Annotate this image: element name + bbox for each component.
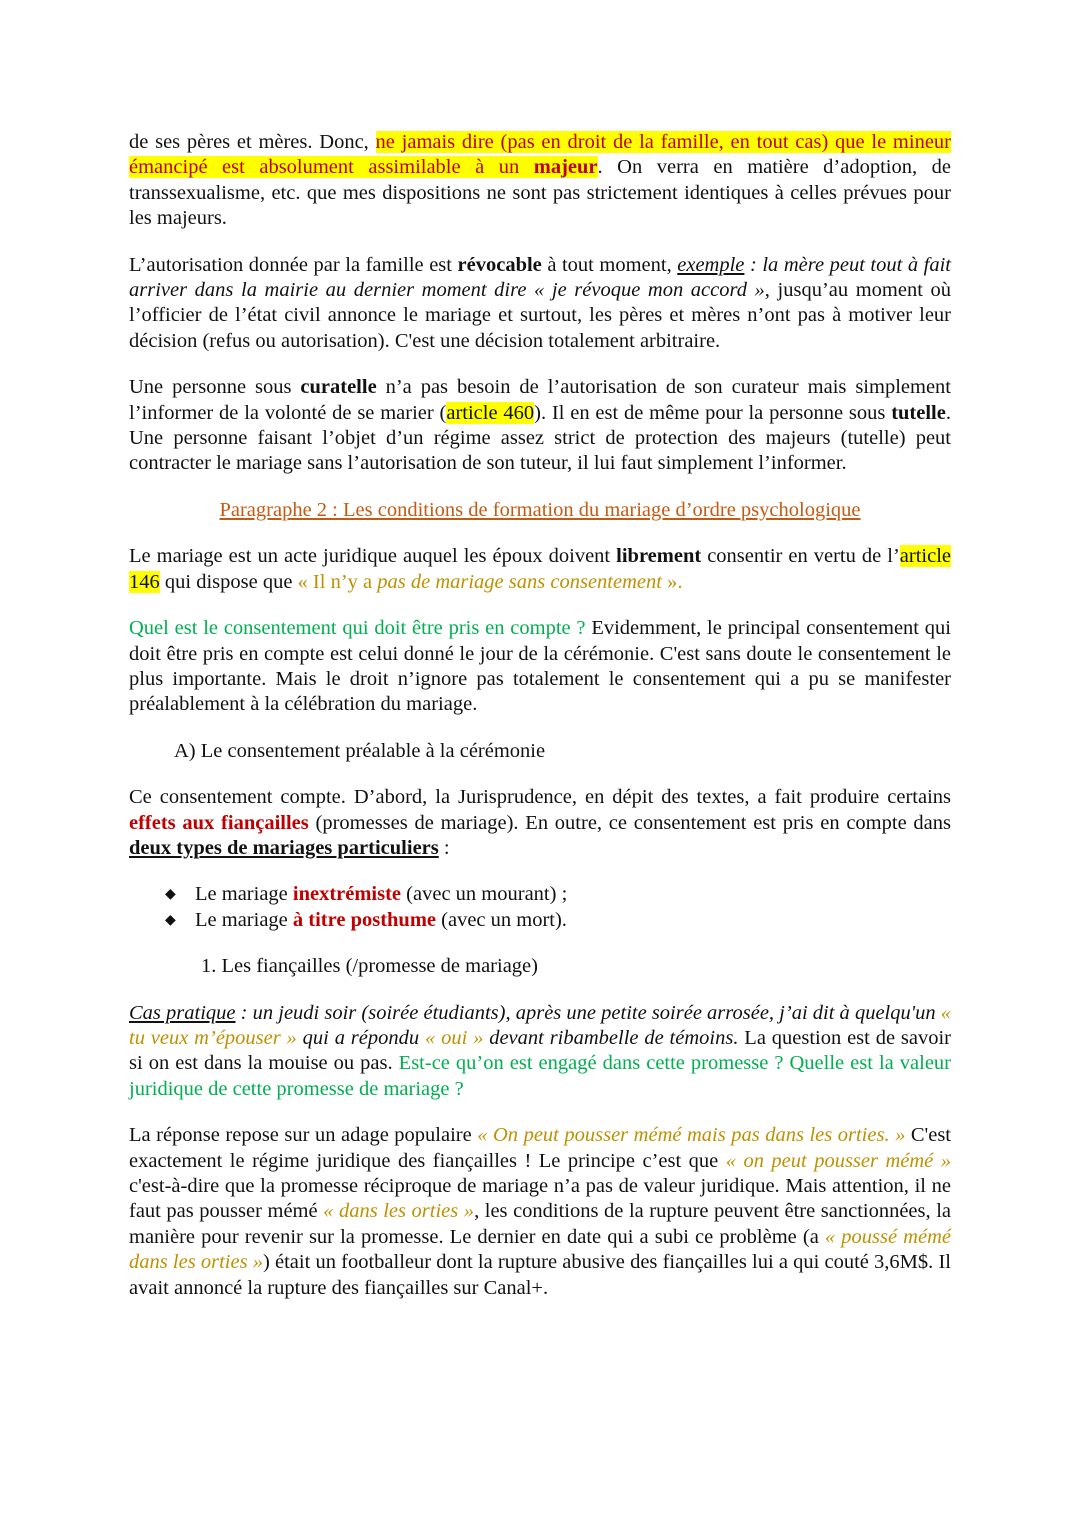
text: (avec un mourant) ;: [401, 883, 568, 906]
text: La question est de savoir si on est dans la mouise ou pas.: [129, 1026, 951, 1075]
red-bold-text: inextrémiste: [292, 883, 402, 906]
quote-text: « on peut pousser mémé »: [725, 1149, 951, 1172]
article-reference: article 460: [446, 401, 535, 424]
text: (avec un mort).: [436, 908, 567, 931]
quote-text: ».: [661, 570, 683, 593]
quote-text: « Il n’y a: [297, 570, 378, 593]
text: Evidemment, le principal consentement qui doit être pris en compte est celui donné le jour de la cérémonie. C'est sans doute le consentement le plus importante. Mais le droit n’ignore pas totalement le consentement qui a pu se manifester préalablement à la célébration du mariage.: [129, 617, 951, 716]
bold-text: curatelle: [300, 376, 377, 399]
quote-text: « dans les orties »: [323, 1200, 475, 1223]
italic-text: devant ribambelle de témoins.: [483, 1026, 739, 1049]
red-bold-text: à titre posthume: [292, 908, 437, 931]
subsection-heading-1: 1. Les fiançailles (/promesse de mariage): [201, 955, 538, 978]
question-text: Quel est le consentement qui doit être pris en compte ?: [129, 617, 586, 640]
quote-text: « poussé mémé dans les orties »: [129, 1225, 951, 1274]
paragraph-consent: [129, 544, 951, 595]
quote-text: « On peut pousser mémé mais pas dans les orties. »: [477, 1124, 906, 1147]
bold-text: librement: [616, 545, 702, 568]
paragraph-revocable-authorization: [129, 253, 951, 355]
highlighted-text: ne jamais dire (pas en droit de la famille, en tout cas) que le mineur émancipé est absolument assimilable à un: [129, 131, 951, 179]
case-label: Cas pratique: [129, 1001, 236, 1024]
text: de ses pères et mères. Donc,: [129, 131, 376, 153]
text: . On verra en matière d’adoption, de transsexualisme, etc. que mes dispositions ne sont pas strictement identiques à celles prévues pour les majeurs.: [129, 156, 951, 230]
paragraph-curatelle: [129, 375, 951, 477]
text: qui dispose que: [159, 570, 298, 593]
text: consentir en vertu de l’: [701, 545, 900, 568]
text: , jusqu’au moment où l’officier de l’état civil annonce le mariage et surtout, les pères et mères n’ont pas à motiver leur décision (refus ou autorisation). C'est une décision totalement arbitraire.: [129, 279, 951, 352]
diamond-bullet-icon: ◆: [165, 912, 176, 928]
paragraph-prior-consent: [129, 785, 951, 861]
paragraph-answer: [129, 1123, 951, 1301]
text: C'est exactement le régime juridique des fiançailles ! Le principe c’est que: [129, 1124, 951, 1172]
list-item: [129, 908, 951, 933]
paragraph-which-consent: [129, 616, 951, 718]
paragraph-case-study: [129, 1001, 951, 1103]
bold-underlined-text: deux types de mariages particuliers: [129, 836, 439, 859]
text: . Une personne faisant l’objet d’un régime assez strict de protection des majeurs (tutelle) peut contracter le mariage sans l’autorisation de son tuteur, il lui faut simplement l’informer.: [129, 401, 951, 475]
text: Le mariage: [195, 908, 293, 931]
text: L’autorisation donnée par la famille est: [129, 253, 458, 276]
quote-text: « tu veux m’épouser »: [129, 1001, 952, 1049]
text: La réponse repose sur un adage populaire: [129, 1124, 478, 1147]
text: n’a pas besoin de l’autorisation de son curateur mais simplement l’informer de la volonté de se marier (: [129, 376, 951, 424]
text: Une personne sous: [129, 376, 301, 399]
example-label: exemple: [677, 253, 745, 276]
text: c'est-à-dire que la promesse réciproque de mariage n’a pas de valeur juridique. Mais attention, il ne faut pas pousser mémé: [129, 1175, 951, 1223]
text: à tout moment,: [541, 253, 678, 276]
bold-highlighted-text: majeur: [533, 156, 598, 179]
text: :: [438, 836, 450, 859]
paragraph-emancipated-minor: [129, 130, 951, 232]
bold-text: révocable: [457, 253, 542, 276]
document-page: [129, 130, 951, 1322]
quote-text: « oui »: [424, 1026, 484, 1049]
italic-text: : la mère peut tout à fait arriver dans la mairie au dernier moment dire « je révoque mon accord »: [129, 253, 952, 302]
diamond-bullet-icon: ◆: [165, 887, 176, 903]
bullet-list: [129, 882, 951, 933]
list-item: [129, 882, 951, 907]
question-text: Est-ce qu’on est engagé dans cette promesse ? Quelle est la valeur juridique de cette promesse de mariage ?: [129, 1052, 951, 1100]
text: Le mariage: [195, 883, 293, 906]
section-heading: Paragraphe 2 : Les conditions de formation du mariage d’ordre psychologique: [219, 498, 861, 521]
text: Le mariage est un acte juridique auquel les époux doivent: [129, 545, 617, 568]
text: (promesses de mariage). En outre, ce consentement est pris en compte dans: [308, 811, 951, 834]
text: ) était un footballeur dont la rupture abusive des fiançailles lui a qui couté 3,6M$. Il avait annoncé la rupture des fiançailles sur Canal+.: [129, 1251, 951, 1299]
red-bold-text: effets aux fiançailles: [129, 811, 309, 834]
quote-italic-text: pas de mariage sans consentement: [377, 570, 662, 593]
subsection-heading-a: A) Le consentement préalable à la cérémonie: [174, 739, 546, 762]
italic-text: qui a répondu: [296, 1026, 425, 1049]
bold-text: tutelle: [891, 401, 946, 424]
italic-text: : un jeudi soir (soirée étudiants), après une petite soirée arrosée, j’ai dit à quelqu'un: [235, 1001, 941, 1024]
article-reference: article 146: [129, 545, 952, 593]
text: , les conditions de la rupture peuvent être sanctionnées, la manière pour revenir sur la promesse. Le dernier en date qui a subi ce problème (a: [129, 1200, 951, 1248]
text: ). Il en est de même pour la personne sous: [534, 401, 892, 424]
text: Ce consentement compte. D’abord, la Jurisprudence, en dépit des textes, a fait produire certains: [129, 786, 951, 809]
